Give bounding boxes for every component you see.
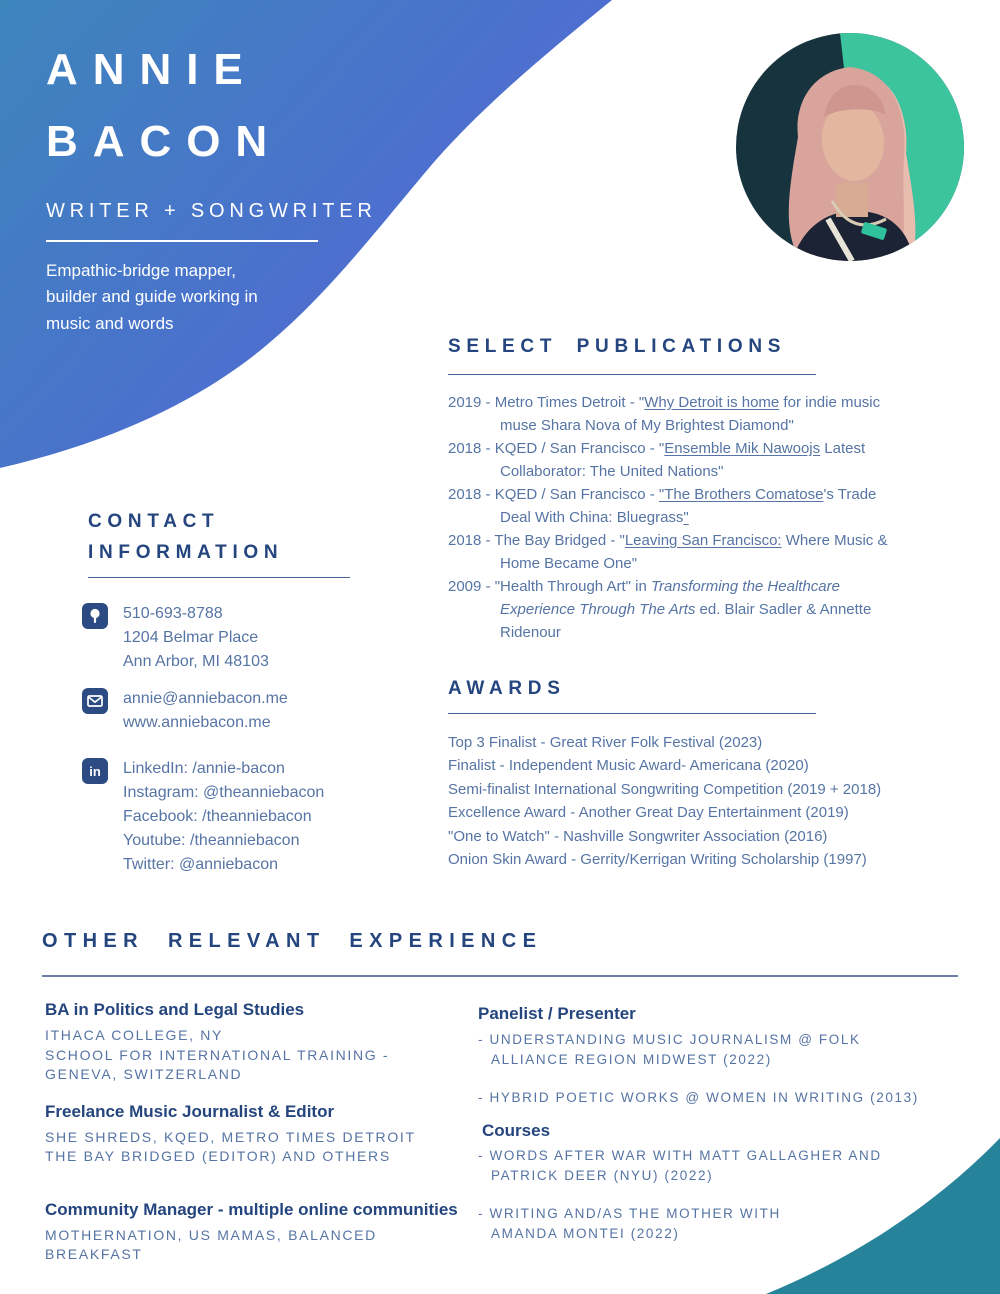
experience-bullet-line: AMANDA MONTEI (2022) (491, 1226, 680, 1241)
email-address[interactable]: annie@anniebacon.me (123, 690, 288, 707)
experience-detail-line: MOTHERNATION, US MAMAS, BALANCED BREAKFAST (45, 1226, 377, 1262)
experience-group-title: BA in Politics and Legal Studies (45, 1000, 305, 1019)
pub-link[interactable]: " (683, 509, 689, 526)
publication-item (448, 391, 903, 437)
experience-bullet-line: - UNDERSTANDING MUSIC JOURNALISM @ FOLK (478, 1032, 861, 1047)
publication-item (448, 575, 903, 644)
experience-heading: OTHER RELEVANT EXPERIENCE (42, 930, 543, 952)
experience-group-detail (45, 1026, 470, 1085)
pub-text: Latest Collaborator: The United Nations" (500, 440, 866, 480)
twitter-handle[interactable]: Twitter: @anniebacon (123, 856, 278, 873)
pub-text: 2018 - The Bay Bridged - " (448, 532, 625, 549)
experience-bullet-line: PATRICK DEER (NYU) (2022) (491, 1168, 714, 1183)
experience-bullet-line: - HYBRID POETIC WORKS @ WOMEN IN WRITING (2013) (478, 1090, 919, 1105)
publications-heading: SELECT PUBLICATIONS (448, 336, 787, 357)
linkedin-handle[interactable]: LinkedIn: /annie-bacon (123, 760, 285, 777)
youtube-handle[interactable]: Youtube: /theanniebacon (123, 832, 300, 849)
pub-link[interactable]: "The Brothers Comatose (658, 486, 824, 503)
experience-group-panelist (478, 1004, 978, 1108)
experience-detail-line: ITHACA COLLEGE, NY (45, 1027, 224, 1043)
publication-item (448, 529, 903, 575)
name-heading (46, 34, 377, 178)
awards-divider (448, 713, 816, 714)
city-state-zip: Ann Arbor, MI 48103 (123, 653, 269, 670)
awards-section (448, 678, 960, 871)
experience-bullet-line: - WORDS AFTER WAR WITH MATT GALLAGHER AND (478, 1148, 882, 1163)
award-item: Finalist - Independent Music Award- Americana (2020) (448, 757, 809, 775)
experience-group-title: Community Manager - multiple online communities (45, 1199, 458, 1219)
street-address: 1204 Belmar Place (123, 629, 259, 646)
contact-address-group (82, 602, 269, 674)
award-item: Top 3 Finalist - Great River Folk Festival (2023) (448, 734, 763, 751)
name-line-2: BACON (46, 117, 283, 166)
linkedin-icon (82, 758, 108, 784)
award-item: Onion Skin Award - Gerrity/Kerrigan Writing Scholarship (1997) (448, 851, 867, 869)
experience-group-community (45, 1200, 470, 1265)
pub-link[interactable]: Leaving San Francisco: (624, 532, 782, 549)
contact-heading-line1: CONTACT (88, 511, 220, 532)
contact-social-group (82, 757, 324, 877)
envelope-icon (82, 688, 108, 714)
contact-web-lines (123, 687, 288, 735)
pub-text: 2009 - "Health Through Art" in (448, 578, 651, 595)
contact-email-group (82, 687, 288, 735)
experience-detail-line: GENEVA, SWITZERLAND (45, 1066, 243, 1082)
experience-group-title: Courses (482, 1121, 551, 1140)
contact-section (88, 506, 388, 578)
awards-heading: AWARDS (448, 678, 566, 699)
tagline-text: Empathic-bridge mapper, builder and guide working in music and words (46, 261, 258, 333)
experience-detail-line: SHE SHREDS, KQED, METRO TIMES DETROIT (45, 1128, 416, 1145)
experience-detail-line: THE BAY BRIDGED (EDITOR) AND OTHERS (45, 1148, 391, 1164)
name-line-1: ANNIE (46, 45, 258, 94)
experience-divider (42, 975, 958, 977)
publication-item (448, 437, 903, 483)
experience-group-title: Panelist / Presenter (478, 1004, 636, 1023)
experience-bullets (478, 1146, 978, 1244)
award-item: Semi-finalist International Songwriting Competition (2019 + 2018) (448, 780, 882, 798)
facebook-handle[interactable]: Facebook: /theanniebacon (123, 808, 312, 825)
instagram-handle[interactable]: Instagram: @theanniebacon (123, 784, 325, 801)
profile-photo (736, 33, 964, 261)
experience-group-education (45, 1000, 470, 1085)
pub-text: 's Trade Deal With China: Bluegrass (500, 486, 877, 526)
contact-heading (88, 506, 388, 568)
experience-group-detail (45, 1128, 470, 1167)
experience-left-column (45, 1000, 470, 1265)
contact-social-lines (123, 757, 324, 877)
experience-group-detail (45, 1226, 470, 1265)
contact-address-lines (123, 602, 269, 674)
award-item: Excellence Award - Another Great Day Entertainment (2019) (448, 804, 849, 822)
experience-group-courses (478, 1121, 978, 1244)
pub-text: 2019 - Metro Times Detroit - " (448, 394, 645, 411)
pub-link[interactable]: Ensemble Mik Nawoojs (664, 440, 821, 457)
pub-text: 2018 - KQED / San Francisco - " (448, 440, 665, 457)
awards-list (448, 731, 960, 871)
contact-heading-line2: INFORMATION (88, 542, 284, 563)
experience-detail-line: SCHOOL FOR INTERNATIONAL TRAINING - (45, 1046, 390, 1063)
experience-bullets (478, 1030, 978, 1108)
pub-text: ed. Blair Sadler & Annette Ridenour (500, 601, 872, 641)
award-item: "One to Watch" - Nashville Songwriter Association (2016) (448, 827, 828, 845)
pub-text: Where Music & Home Became One" (500, 532, 888, 572)
bullet-gap (478, 1186, 978, 1204)
role-title: WRITER + SONGWRITER (46, 200, 377, 222)
experience-group-journalist (45, 1102, 470, 1167)
publications-section (448, 336, 960, 644)
experience-bullet-line: ALLIANCE REGION MIDWEST (2022) (491, 1052, 772, 1067)
phone-number: 510-693-8788 (123, 605, 223, 622)
pub-text: 2018 - KQED / San Francisco - (448, 486, 659, 503)
contact-divider (88, 577, 350, 578)
pub-text: for indie music muse Shara Nova of My Brightest Diamond" (500, 394, 881, 434)
pub-link[interactable]: Why Detroit is home (644, 394, 780, 411)
svg-text:in: in (89, 764, 101, 779)
bullet-gap (478, 1070, 978, 1088)
publications-list (448, 391, 903, 644)
publication-item (448, 483, 903, 529)
experience-bullet-line: - WRITING AND/AS THE MOTHER WITH (478, 1206, 781, 1221)
website-url[interactable]: www.anniebacon.me (123, 714, 271, 731)
role-divider (46, 240, 318, 242)
experience-right-column (478, 1004, 978, 1244)
location-pin-icon (82, 603, 108, 629)
hero-section (46, 34, 377, 337)
pub-italic: Transforming the Healthcare Experience Through The Arts (500, 578, 840, 618)
publications-divider (448, 374, 816, 375)
experience-group-title: Freelance Music Journalist & Editor (45, 1101, 335, 1121)
